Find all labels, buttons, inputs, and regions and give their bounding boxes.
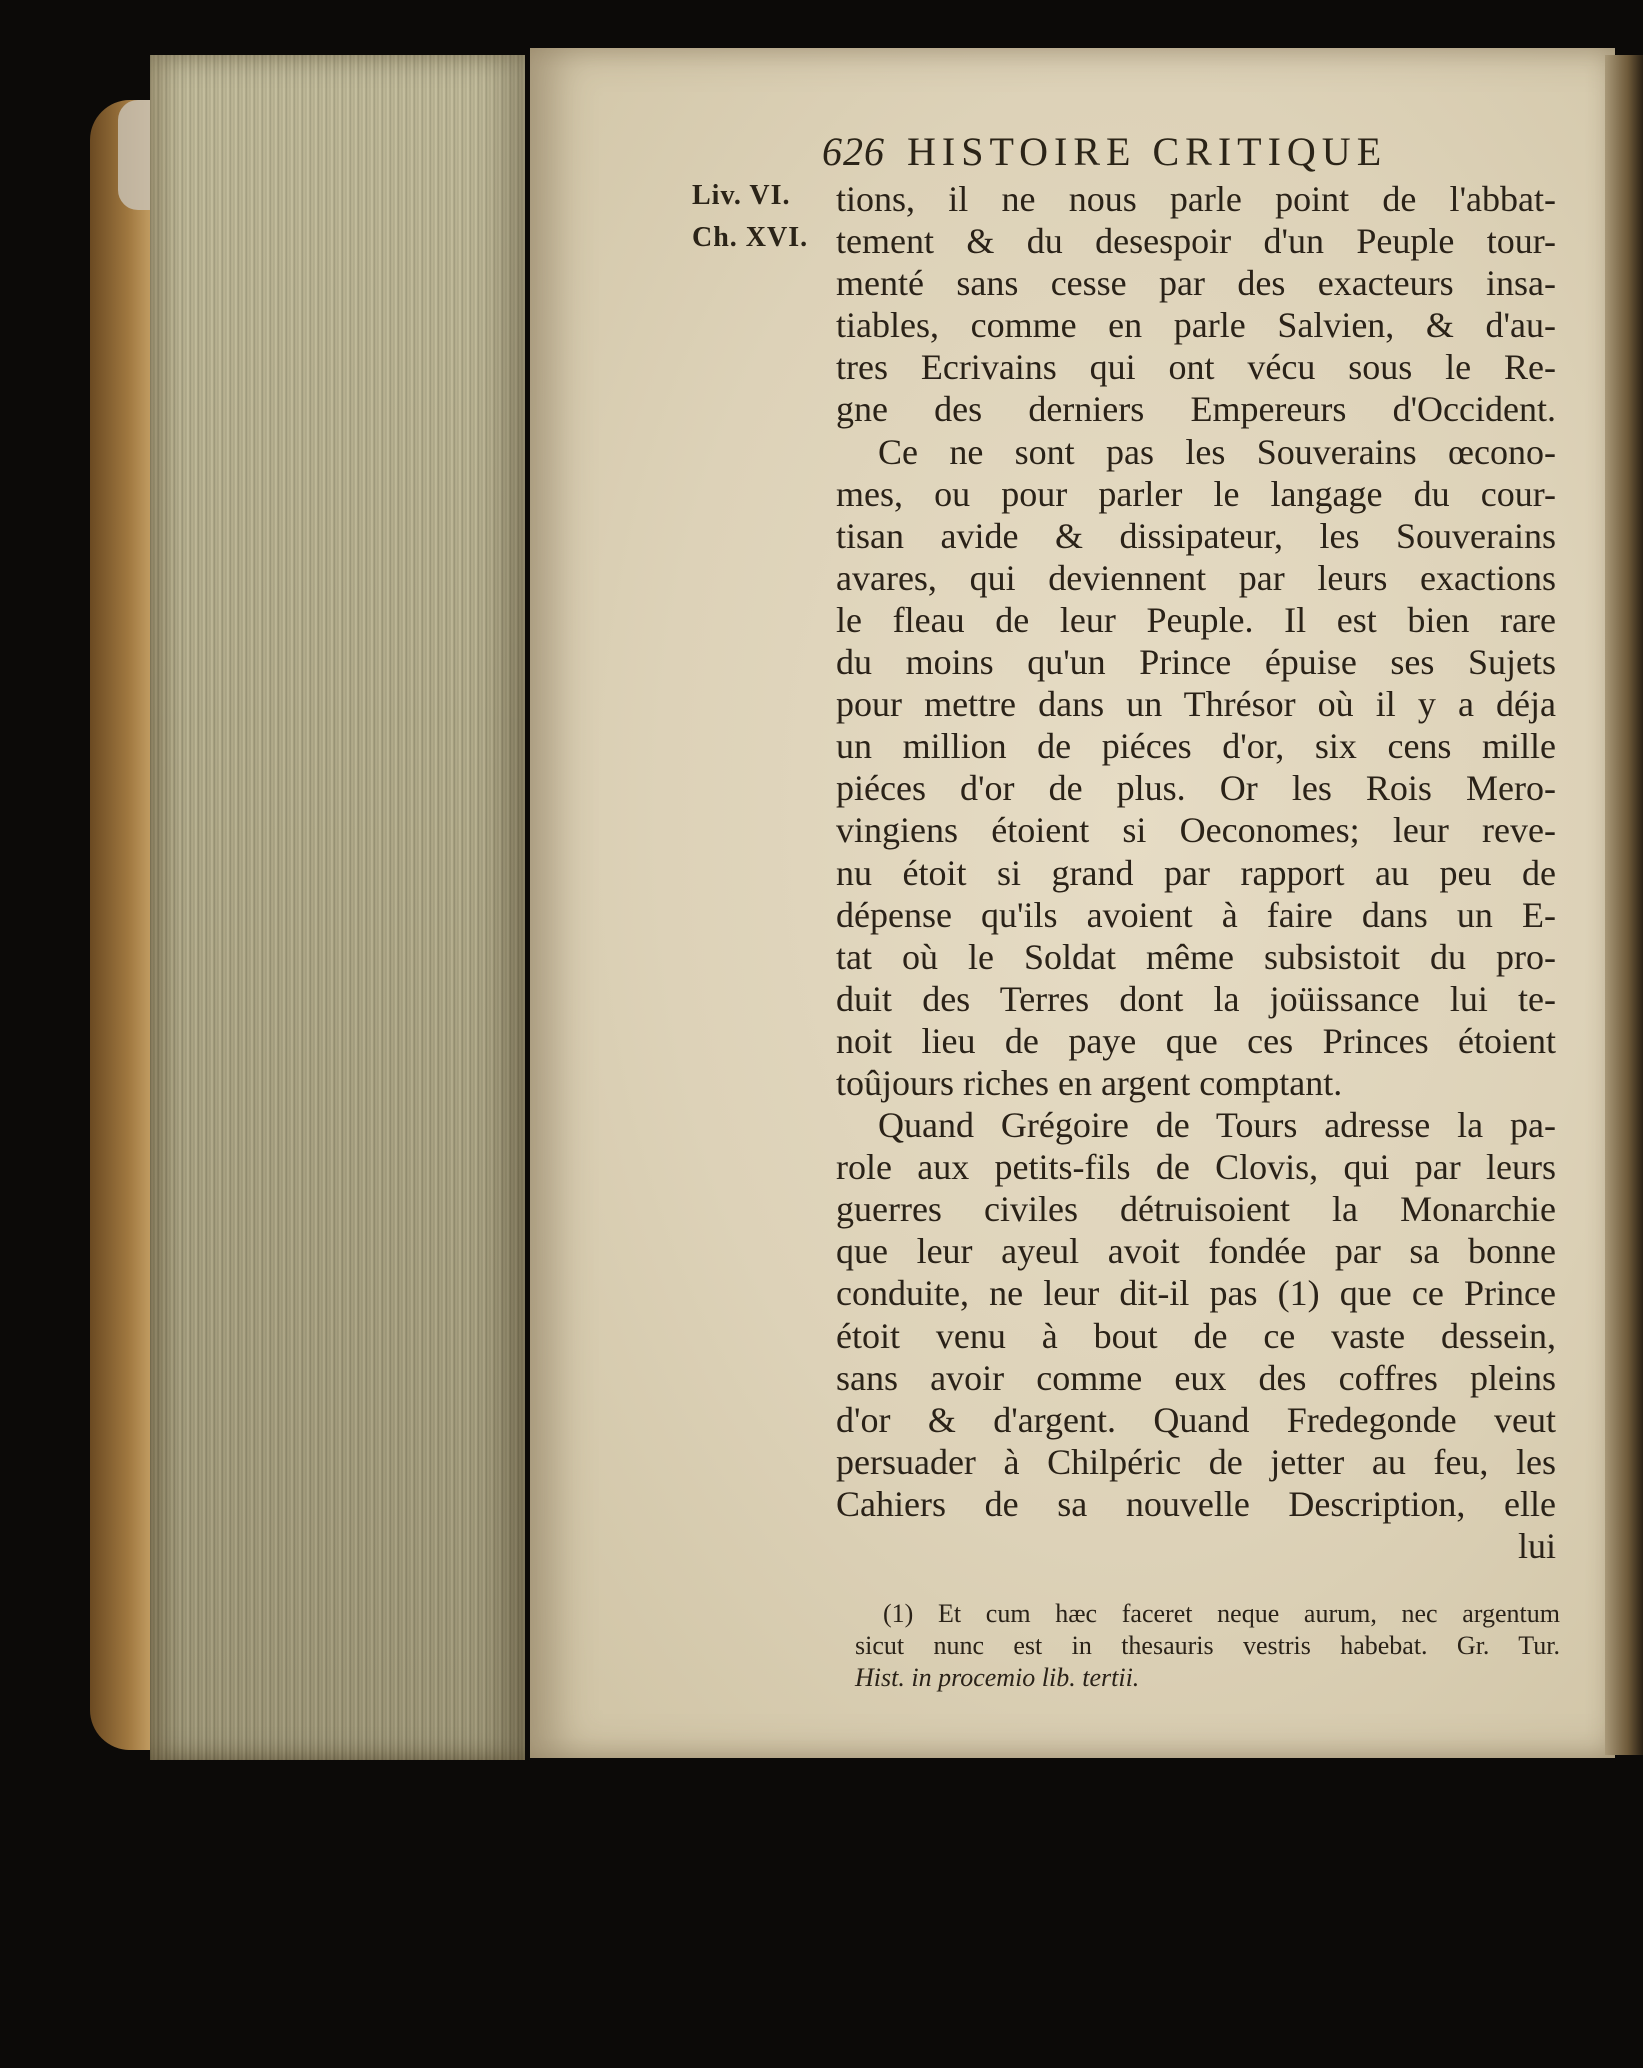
footnote-line: (1) Et cum hæc faceret neque aurum, nec argentum bbox=[883, 1599, 1560, 1628]
text-line: le fleau de leur Peuple. Il est bien rare bbox=[836, 599, 1556, 640]
text-line: d'or & d'argent. Quand Fredegonde veut bbox=[836, 1399, 1556, 1440]
text-line: menté sans cesse par des exacteurs insa- bbox=[836, 263, 1556, 304]
page-gutter-shadow bbox=[1605, 55, 1643, 1755]
text-line: role aux petits-fils de Clovis, qui par leurs bbox=[836, 1147, 1556, 1188]
text-line: conduite, ne leur dit-il pas (1) que ce Prince bbox=[836, 1273, 1556, 1314]
text-line: tions, il ne nous parle point de l'abbat- bbox=[836, 179, 1556, 219]
text-line: dépense qu'ils avoient à faire dans un E- bbox=[836, 894, 1556, 935]
text-line: mes, ou pour parler le langage du cour- bbox=[836, 473, 1556, 514]
text-line: noit lieu de paye que ces Princes étoient bbox=[836, 1020, 1556, 1061]
footnote bbox=[855, 1598, 1560, 1694]
text-line: que leur ayeul avoit fondée par sa bonne bbox=[836, 1231, 1556, 1272]
text-line: tisan avide & dissipateur, les Souverains bbox=[836, 515, 1556, 556]
page-number: 626 bbox=[822, 129, 885, 174]
running-title: HISTOIRE CRITIQUE bbox=[907, 129, 1388, 174]
text-line: un million de piéces d'or, six cens mille bbox=[836, 726, 1556, 767]
text-line: nu étoit si grand par rapport au peu de bbox=[836, 852, 1556, 893]
text-line: tiables, comme en parle Salvien, & d'au- bbox=[836, 305, 1556, 346]
text-line: étoit venu à bout de ce vaste dessein, bbox=[836, 1315, 1556, 1356]
text-line: gne des derniers Empereurs d'Occident. bbox=[836, 389, 1556, 430]
text-line: tat où le Soldat même subsistoit du pro- bbox=[836, 936, 1556, 977]
text-line: piéces d'or de plus. Or les Rois Mero- bbox=[836, 768, 1556, 809]
text-line: du moins qu'un Prince épuise ses Sujets bbox=[836, 642, 1556, 683]
footnote-line: sicut nunc est in thesauris vestris habebat. Gr. Tur. bbox=[855, 1631, 1560, 1660]
catchword: lui bbox=[1517, 1526, 1556, 1566]
text-line: Ce ne sont pas les Souverains œcono- bbox=[878, 431, 1556, 472]
text-line: tres Ecrivains qui ont vécu sous le Re- bbox=[836, 347, 1556, 388]
text-line: sans avoir comme eux des coffres pleins bbox=[836, 1357, 1556, 1398]
text-line: avares, qui deviennent par leurs exactions bbox=[836, 557, 1556, 598]
text-line: persuader à Chilpéric de jetter au feu, les bbox=[836, 1441, 1556, 1482]
text-line: Quand Grégoire de Tours adresse la pa- bbox=[878, 1105, 1556, 1146]
side-note-chapter: Ch. XVI. bbox=[692, 222, 809, 253]
text-line: pour mettre dans un Thrésor où il y a déja bbox=[836, 684, 1556, 725]
text-line: Cahiers de sa nouvelle Description, elle bbox=[836, 1483, 1556, 1524]
text-line: vingiens étoient si Oeconomes; leur reve- bbox=[836, 810, 1556, 851]
footnote-line: Hist. in procemio lib. tertii. bbox=[855, 1663, 1140, 1692]
side-note-book: Liv. VI. bbox=[692, 180, 791, 211]
text-line: guerres civiles détruisoient la Monarchie bbox=[836, 1189, 1556, 1230]
text-line: toûjours riches en argent comptant. bbox=[836, 1062, 1343, 1103]
text-line: duit des Terres dont la joüissance lui te- bbox=[836, 978, 1556, 1019]
text-line: tement & du desespoir d'un Peuple tour- bbox=[836, 221, 1556, 262]
page-edges bbox=[150, 55, 525, 1760]
body-text bbox=[836, 178, 1556, 1567]
